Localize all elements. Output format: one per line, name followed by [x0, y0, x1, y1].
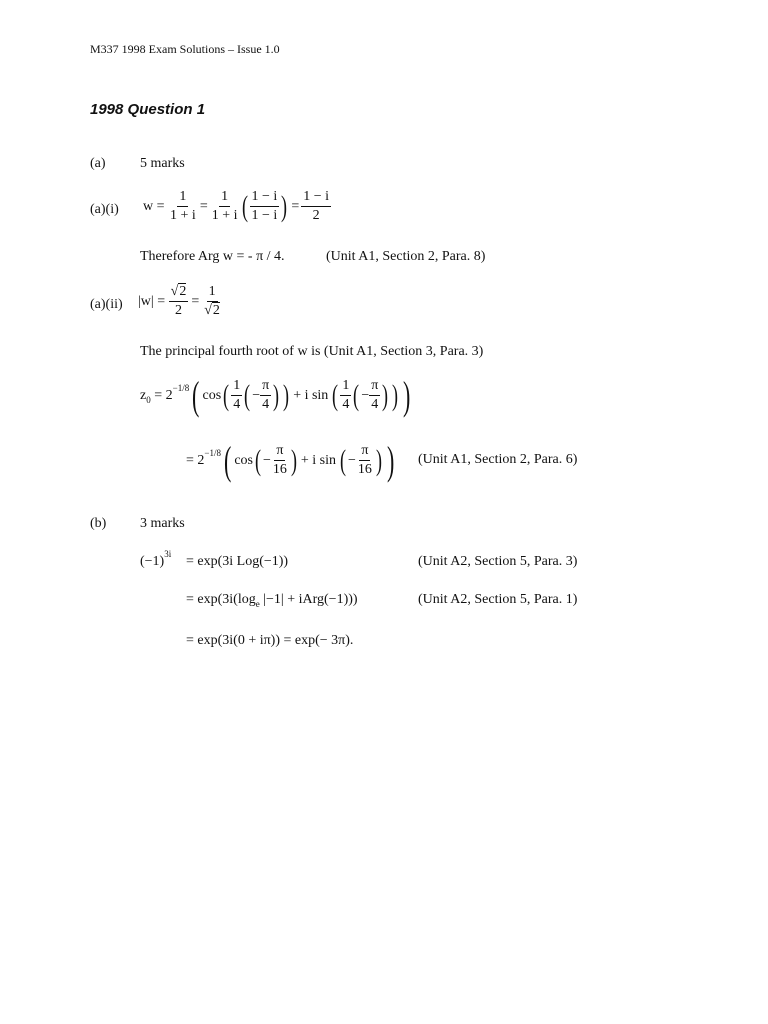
part-b-label: (b): [90, 516, 107, 531]
equals-sign: =: [150, 387, 166, 403]
right-paren: ): [281, 189, 288, 223]
numerator: √2: [169, 284, 189, 302]
line2-part-a: = exp(3i(log: [186, 592, 256, 607]
base-2: 2: [165, 387, 173, 403]
equals-2: = 2: [186, 452, 205, 468]
equals-sign: =: [291, 198, 300, 214]
fraction-1-over-4-b: [340, 378, 351, 413]
equals-sign: =: [191, 293, 200, 309]
part-a-marks: 5 marks: [140, 156, 185, 171]
big-right-paren: ): [386, 437, 395, 483]
numerator: 1 − i: [250, 189, 280, 207]
left-paren: (: [223, 378, 230, 412]
z0-reference: (Unit A1, Section 2, Para. 6): [418, 452, 578, 467]
numerator: π: [274, 443, 285, 461]
denominator: 4: [342, 397, 350, 413]
fraction-pi-over-16: [271, 443, 289, 478]
right-paren: ): [392, 378, 399, 412]
w-equals: w =: [143, 198, 165, 214]
denominator: √2: [204, 303, 220, 319]
denominator: 4: [371, 397, 379, 413]
numerator: 1: [177, 189, 188, 207]
fraction-1mi-over-1mi: [250, 189, 280, 224]
part-aii-equation: [138, 284, 222, 319]
denominator: 1 + i: [211, 208, 238, 224]
big-left-paren: (: [223, 437, 232, 483]
left-paren: (: [244, 378, 251, 412]
minus: −: [361, 387, 370, 403]
big-right-paren: ): [403, 372, 411, 418]
page-header: M337 1998 Exam Solutions – Issue 1.0: [90, 42, 280, 56]
cos: cos: [202, 387, 222, 403]
part-b-line1: = exp(3i Log(−1)): [186, 554, 289, 569]
minus-one: (−1): [140, 554, 165, 569]
left-paren: (: [332, 378, 339, 412]
part-b-ref1: (Unit A2, Section 5, Para. 3): [418, 554, 578, 569]
sqrt-arg: 2: [212, 303, 220, 319]
part-aii-label: (a)(ii): [90, 297, 123, 312]
part-b-marks: 3 marks: [140, 516, 185, 531]
plus-i-sin: + i sin: [300, 452, 337, 468]
fraction-1-over-1pi: [168, 189, 198, 224]
numerator: 1: [207, 284, 218, 302]
log-subscript-e: e: [255, 599, 260, 609]
z0: z: [140, 387, 147, 403]
arg-conclusion: Therefore Arg w = - π / 4.: [140, 249, 285, 264]
denominator: 1 + i: [170, 208, 196, 224]
numerator: π: [359, 443, 370, 461]
z0-equation-line2: [186, 437, 397, 483]
numerator: 1: [231, 378, 242, 396]
part-ai-label: (a)(i): [90, 202, 119, 217]
fraction-1mi-over-2: [301, 189, 331, 224]
right-paren: ): [283, 378, 290, 412]
left-paren: (: [353, 378, 360, 412]
minus: −: [262, 452, 271, 468]
question-title: 1998 Question 1: [90, 101, 206, 118]
fraction-1-over-4: [231, 378, 242, 413]
numerator: π: [260, 378, 271, 396]
numerator: 1 − i: [301, 189, 331, 207]
part-b-ref2: (Unit A2, Section 5, Para. 1): [418, 592, 578, 607]
denominator: 1 − i: [251, 208, 278, 224]
lhs-exponent: 3i: [164, 549, 172, 559]
part-ai-equation: [143, 189, 331, 224]
exponent: −1/8: [172, 382, 190, 393]
part-b-line2: [186, 592, 358, 608]
right-paren: ): [290, 443, 297, 477]
denominator: 2: [312, 208, 320, 224]
minus: −: [252, 387, 261, 403]
line2-part-b: |−1| + iArg(−1))): [259, 592, 358, 607]
right-paren: ): [382, 378, 389, 412]
numerator: 1: [340, 378, 351, 396]
z0-subscript: 0: [146, 394, 151, 405]
numerator: 1: [219, 189, 230, 207]
denominator: 16: [357, 462, 372, 478]
denominator: 2: [174, 303, 182, 319]
right-paren: ): [273, 378, 280, 412]
fraction-1-over-1pi-b: [210, 189, 240, 224]
principal-root-text: The principal fourth root of w is (Unit A1, Section 3, Para. 3): [140, 344, 484, 359]
minus: −: [348, 452, 356, 468]
sqrt-arg: 2: [179, 284, 187, 299]
left-paren: (: [340, 443, 347, 477]
fraction-pi-over-16-b: [356, 443, 374, 478]
fraction-sqrt2-over-2: [169, 284, 189, 319]
fraction-pi-over-4: [260, 378, 271, 413]
abs-w: |w| =: [138, 293, 166, 309]
left-paren: (: [254, 443, 261, 477]
left-paren: (: [241, 189, 248, 223]
part-b-lhs: [140, 549, 172, 570]
cos: cos: [234, 452, 253, 468]
plus-i-sin: + i sin: [293, 387, 329, 403]
denominator: 4: [262, 397, 270, 413]
big-left-paren: (: [192, 372, 200, 418]
denominator: 16: [272, 462, 287, 478]
denominator: 4: [233, 397, 241, 413]
arg-reference: (Unit A1, Section 2, Para. 8): [326, 249, 486, 264]
right-paren: ): [375, 443, 382, 477]
fraction-1-over-sqrt2: [202, 284, 222, 319]
part-b-line3: = exp(3i(0 + iπ)) = exp(− 3π).: [186, 633, 354, 648]
z0-equation-line1: [140, 372, 414, 418]
equals-sign: =: [199, 198, 208, 214]
numerator: π: [369, 378, 380, 396]
part-a-label: (a): [90, 156, 106, 171]
exponent: −1/8: [204, 447, 221, 458]
fraction-pi-over-4-b: [369, 378, 380, 413]
